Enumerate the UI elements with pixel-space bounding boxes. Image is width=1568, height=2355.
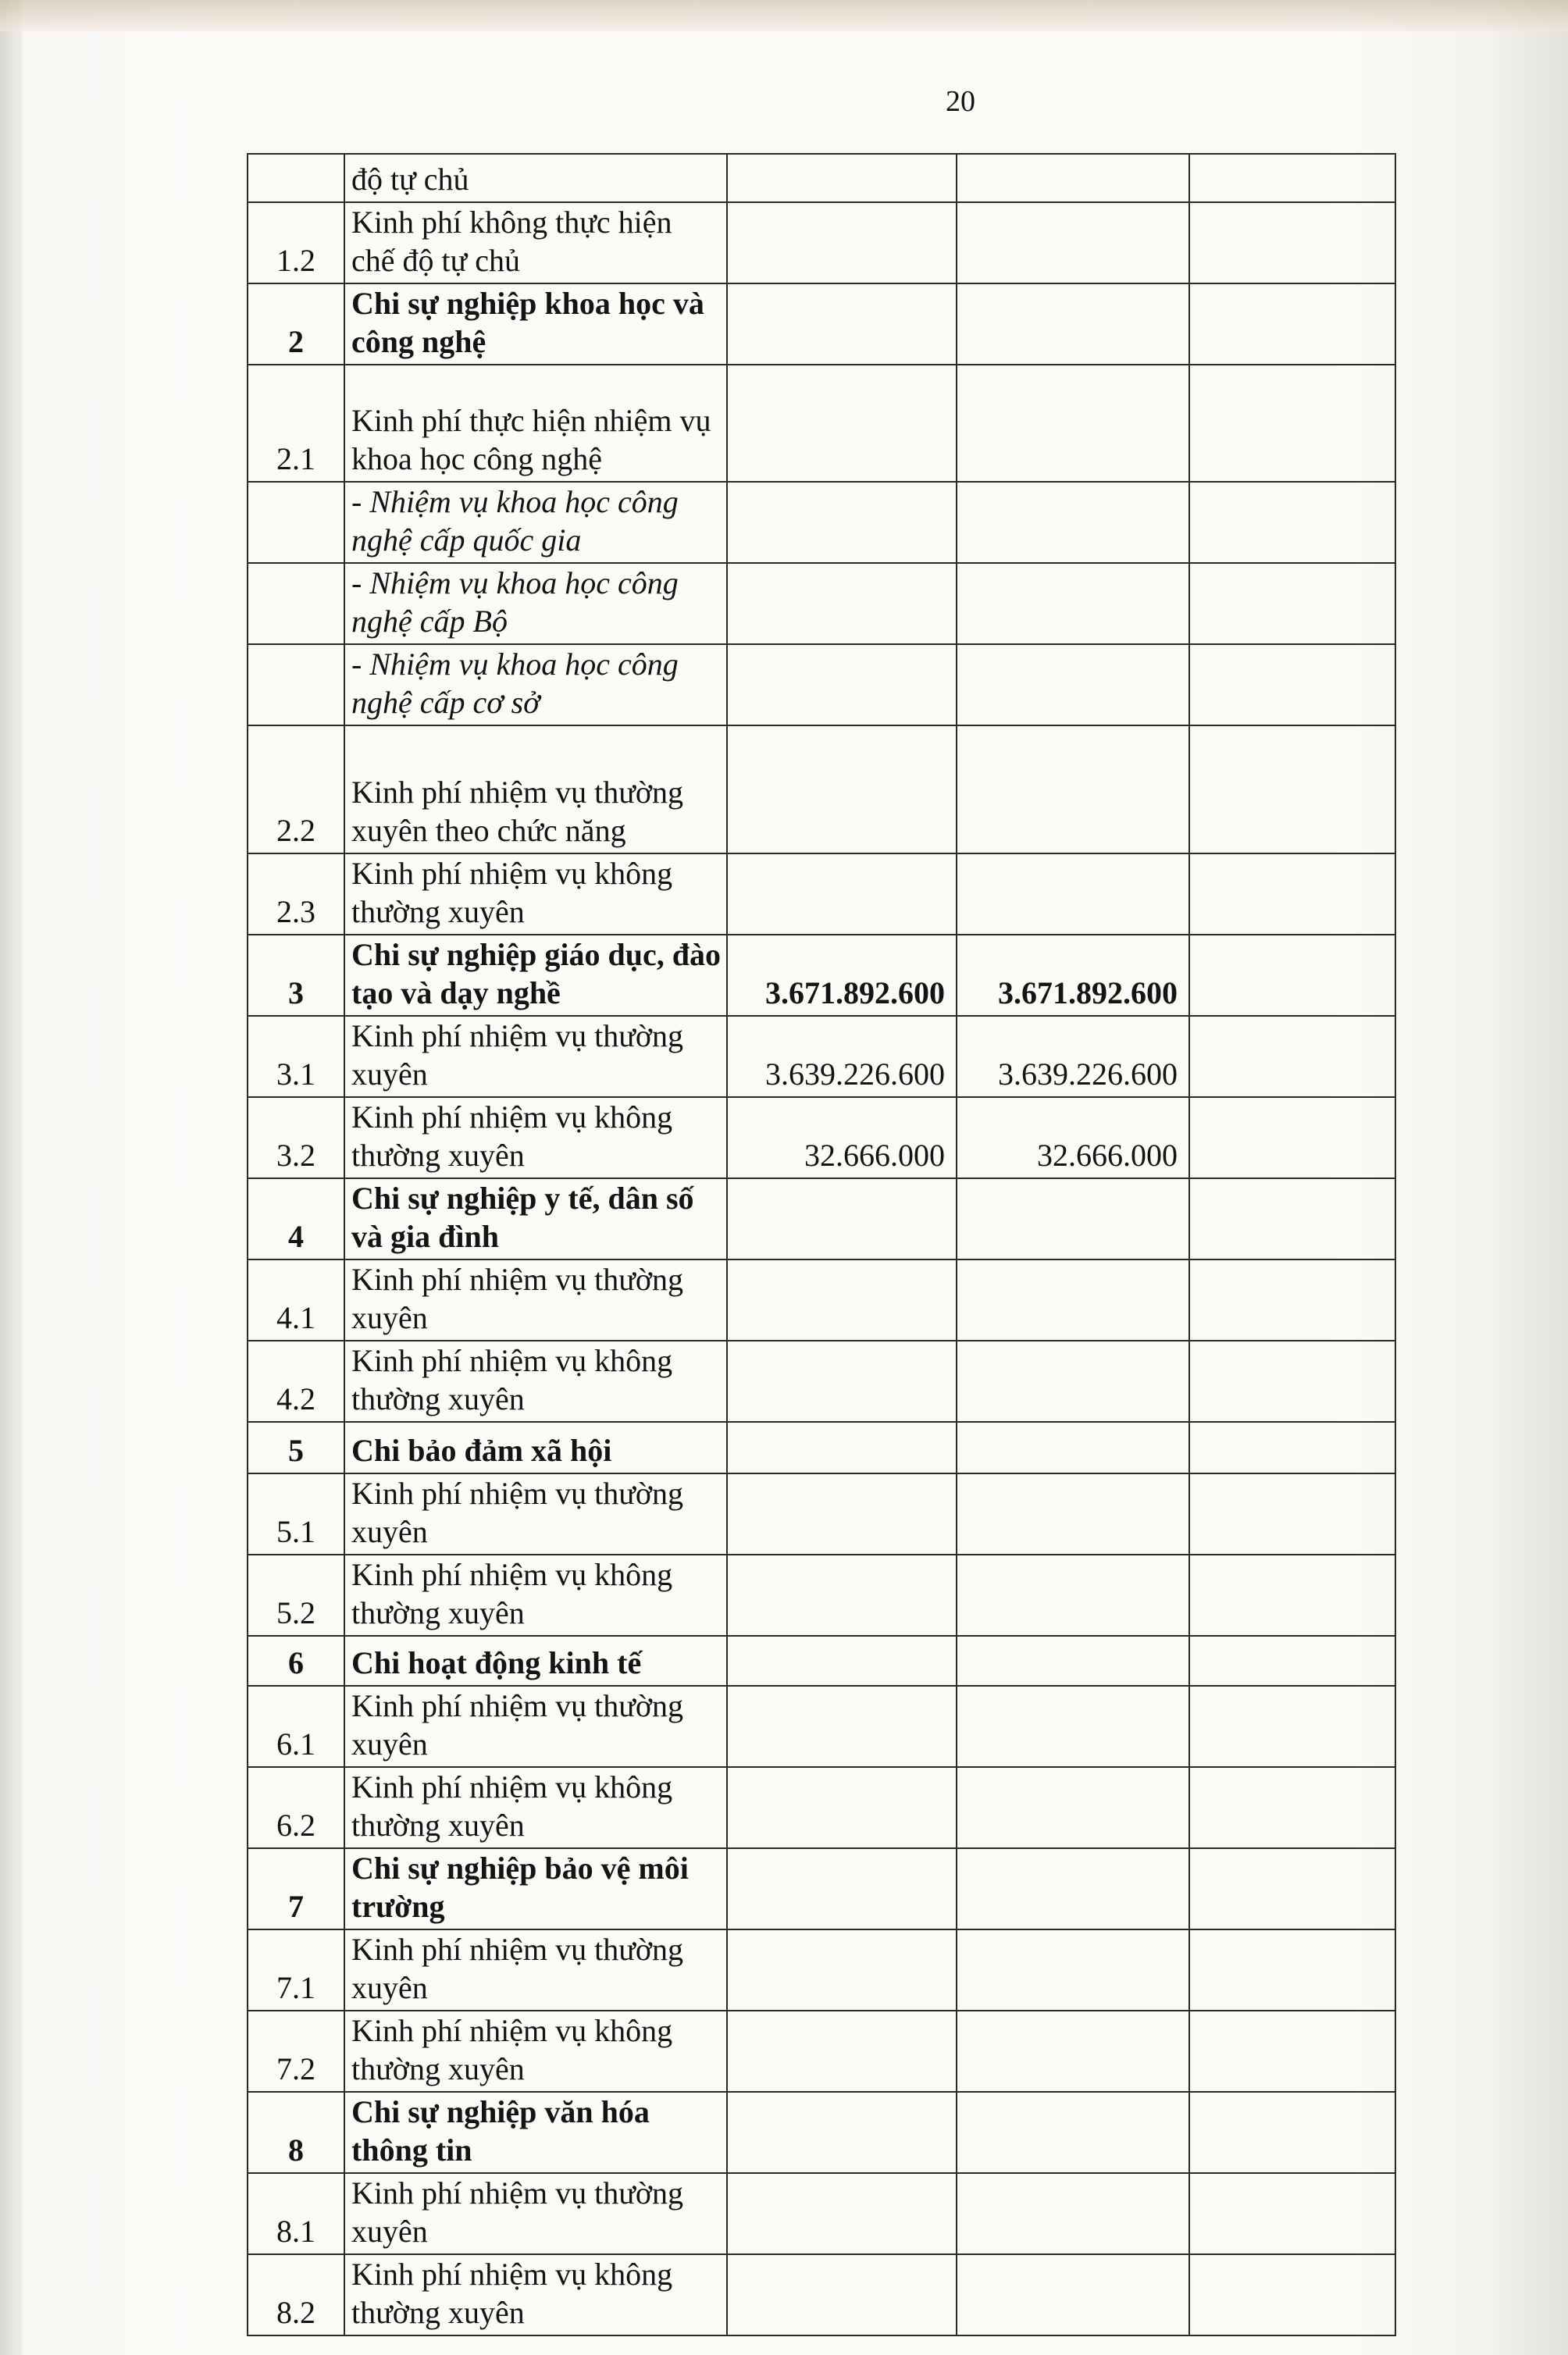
table-row xyxy=(248,1929,1395,2011)
amount-cell-3 xyxy=(1189,1259,1395,1341)
table-row xyxy=(248,1341,1395,1422)
amount-cell-3 xyxy=(1189,1178,1395,1259)
amount-cell-2 xyxy=(957,1929,1189,2011)
row-number-cell: 4 xyxy=(248,1178,344,1259)
table-row xyxy=(248,1178,1395,1259)
amount-cell-3 xyxy=(1189,2092,1395,2173)
amount-cell-2: 32.666.000 xyxy=(957,1097,1189,1178)
amount-cell-2 xyxy=(957,482,1189,563)
row-number-cell: 6 xyxy=(248,1636,344,1686)
row-description-cell: Kinh phí nhiệm vụ không thường xuyên xyxy=(344,1767,727,1848)
row-number-cell: 7.1 xyxy=(248,1929,344,2011)
amount-cell-3 xyxy=(1189,2173,1395,2254)
row-description-cell: Chi sự nghiệp văn hóa thông tin xyxy=(344,2092,727,2173)
row-number-cell: 4.2 xyxy=(248,1341,344,1422)
amount-cell-3 xyxy=(1189,1929,1395,2011)
row-description-cell: Chi bảo đảm xã hội xyxy=(344,1422,727,1473)
budget-table xyxy=(247,153,1396,2336)
row-number-cell: 3 xyxy=(248,935,344,1016)
table-row xyxy=(248,1016,1395,1097)
table-row xyxy=(248,202,1395,283)
table-row xyxy=(248,283,1395,365)
table-row xyxy=(248,1636,1395,1686)
amount-cell-3 xyxy=(1189,1016,1395,1097)
row-description-cell: Kinh phí nhiệm vụ không thường xuyên xyxy=(344,2254,727,2335)
row-number-cell: 7 xyxy=(248,1848,344,1929)
amount-cell-3 xyxy=(1189,1341,1395,1422)
amount-cell-1 xyxy=(727,1767,957,1848)
amount-cell-2 xyxy=(957,365,1189,482)
row-description-cell: Kinh phí nhiệm vụ thường xuyên xyxy=(344,2173,727,2254)
amount-cell-3 xyxy=(1189,202,1395,283)
row-description-cell: - Nhiệm vụ khoa học công nghệ cấp Bộ xyxy=(344,563,727,644)
amount-cell-3 xyxy=(1189,154,1395,202)
row-number-cell: 3.2 xyxy=(248,1097,344,1178)
row-number-cell: 5 xyxy=(248,1422,344,1473)
amount-cell-2 xyxy=(957,2173,1189,2254)
amount-cell-3 xyxy=(1189,283,1395,365)
amount-cell-1 xyxy=(727,1259,957,1341)
page-number: 20 xyxy=(946,85,975,118)
table-row xyxy=(248,2011,1395,2092)
row-description-cell: Kinh phí nhiệm vụ thường xuyên theo chức năng xyxy=(344,725,727,853)
amount-cell-1 xyxy=(727,725,957,853)
row-description-cell: Kinh phí nhiệm vụ không thường xuyên xyxy=(344,853,727,935)
amount-cell-2 xyxy=(957,1848,1189,1929)
row-description-cell: Chi sự nghiệp bảo vệ môi trường xyxy=(344,1848,727,1929)
table-row xyxy=(248,2092,1395,2173)
amount-cell-1 xyxy=(727,644,957,725)
row-number-cell xyxy=(248,482,344,563)
row-number-cell: 7.2 xyxy=(248,2011,344,2092)
amount-cell-3 xyxy=(1189,1097,1395,1178)
amount-cell-1 xyxy=(727,2011,957,2092)
amount-cell-1 xyxy=(727,1341,957,1422)
row-description-cell: Chi sự nghiệp giáo dục, đào tạo và dạy nghề xyxy=(344,935,727,1016)
amount-cell-3 xyxy=(1189,935,1395,1016)
amount-cell-3 xyxy=(1189,1555,1395,1636)
amount-cell-2 xyxy=(957,1473,1189,1555)
amount-cell-2: 3.639.226.600 xyxy=(957,1016,1189,1097)
row-number-cell: 5.1 xyxy=(248,1473,344,1555)
amount-cell-2 xyxy=(957,853,1189,935)
amount-cell-1 xyxy=(727,1848,957,1929)
row-description-cell: - Nhiệm vụ khoa học công nghệ cấp cơ sở xyxy=(344,644,727,725)
row-number-cell: 2.1 xyxy=(248,365,344,482)
amount-cell-1: 32.666.000 xyxy=(727,1097,957,1178)
amount-cell-2 xyxy=(957,2011,1189,2092)
amount-cell-2 xyxy=(957,1636,1189,1686)
amount-cell-2 xyxy=(957,1259,1189,1341)
row-description-cell: Kinh phí thực hiện nhiệm vụ khoa học công nghệ xyxy=(344,365,727,482)
amount-cell-2 xyxy=(957,1422,1189,1473)
row-number-cell: 2.3 xyxy=(248,853,344,935)
amount-cell-2 xyxy=(957,725,1189,853)
amount-cell-1 xyxy=(727,154,957,202)
amount-cell-1 xyxy=(727,283,957,365)
row-number-cell: 8.2 xyxy=(248,2254,344,2335)
row-number-cell: 5.2 xyxy=(248,1555,344,1636)
row-number-cell: 4.1 xyxy=(248,1259,344,1341)
row-description-cell: Kinh phí nhiệm vụ thường xuyên xyxy=(344,1473,727,1555)
amount-cell-1 xyxy=(727,482,957,563)
amount-cell-1 xyxy=(727,1422,957,1473)
amount-cell-3 xyxy=(1189,644,1395,725)
row-description-cell: Chi sự nghiệp khoa học và công nghệ xyxy=(344,283,727,365)
table-row xyxy=(248,365,1395,482)
row-number-cell xyxy=(248,154,344,202)
page-top-shadow xyxy=(0,0,1568,31)
row-number-cell xyxy=(248,563,344,644)
table-row xyxy=(248,563,1395,644)
amount-cell-1 xyxy=(727,202,957,283)
amount-cell-2 xyxy=(957,154,1189,202)
amount-cell-1 xyxy=(727,2092,957,2173)
row-description-cell: Kinh phí nhiệm vụ không thường xuyên xyxy=(344,1555,727,1636)
row-description-cell: Chi sự nghiệp y tế, dân số và gia đình xyxy=(344,1178,727,1259)
amount-cell-3 xyxy=(1189,482,1395,563)
amount-cell-3 xyxy=(1189,1686,1395,1767)
table-row xyxy=(248,154,1395,202)
amount-cell-1 xyxy=(727,2254,957,2335)
table-row xyxy=(248,853,1395,935)
table-row xyxy=(248,1473,1395,1555)
amount-cell-1: 3.639.226.600 xyxy=(727,1016,957,1097)
row-description-cell: - Nhiệm vụ khoa học công nghệ cấp quốc gia xyxy=(344,482,727,563)
amount-cell-1 xyxy=(727,1929,957,2011)
amount-cell-1 xyxy=(727,1555,957,1636)
row-description-cell: Kinh phí nhiệm vụ thường xuyên xyxy=(344,1016,727,1097)
table-row xyxy=(248,1422,1395,1473)
row-number-cell: 6.2 xyxy=(248,1767,344,1848)
row-description-cell: Kinh phí nhiệm vụ thường xuyên xyxy=(344,1929,727,2011)
amount-cell-1 xyxy=(727,1473,957,1555)
amount-cell-3 xyxy=(1189,563,1395,644)
amount-cell-2: 3.671.892.600 xyxy=(957,935,1189,1016)
amount-cell-2 xyxy=(957,1555,1189,1636)
amount-cell-3 xyxy=(1189,1767,1395,1848)
row-number-cell: 6.1 xyxy=(248,1686,344,1767)
amount-cell-3 xyxy=(1189,1636,1395,1686)
amount-cell-2 xyxy=(957,1767,1189,1848)
row-description-cell: Kinh phí nhiệm vụ không thường xuyên xyxy=(344,1341,727,1422)
row-number-cell: 1.2 xyxy=(248,202,344,283)
table-row xyxy=(248,1848,1395,1929)
table-row xyxy=(248,1259,1395,1341)
amount-cell-2 xyxy=(957,2254,1189,2335)
table-row xyxy=(248,935,1395,1016)
amount-cell-2 xyxy=(957,2092,1189,2173)
table-row xyxy=(248,1555,1395,1636)
page-edge xyxy=(0,0,22,2355)
amount-cell-2 xyxy=(957,644,1189,725)
amount-cell-2 xyxy=(957,1341,1189,1422)
row-description-cell: Kinh phí nhiệm vụ không thường xuyên xyxy=(344,1097,727,1178)
row-number-cell xyxy=(248,644,344,725)
amount-cell-2 xyxy=(957,1686,1189,1767)
amount-cell-1 xyxy=(727,1636,957,1686)
amount-cell-3 xyxy=(1189,1473,1395,1555)
amount-cell-1: 3.671.892.600 xyxy=(727,935,957,1016)
amount-cell-3 xyxy=(1189,2254,1395,2335)
table-row xyxy=(248,2173,1395,2254)
table-row xyxy=(248,644,1395,725)
table-row xyxy=(248,1767,1395,1848)
table-row xyxy=(248,1097,1395,1178)
amount-cell-2 xyxy=(957,1178,1189,1259)
budget-table-body xyxy=(248,154,1395,2335)
row-number-cell: 8.1 xyxy=(248,2173,344,2254)
amount-cell-3 xyxy=(1189,725,1395,853)
row-description-cell: độ tự chủ xyxy=(344,154,727,202)
table-row xyxy=(248,2254,1395,2335)
amount-cell-3 xyxy=(1189,2011,1395,2092)
row-number-cell: 8 xyxy=(248,2092,344,2173)
row-number-cell: 2 xyxy=(248,283,344,365)
row-description-cell: Kinh phí nhiệm vụ thường xuyên xyxy=(344,1686,727,1767)
amount-cell-3 xyxy=(1189,1848,1395,1929)
row-description-cell: Kinh phí nhiệm vụ không thường xuyên xyxy=(344,2011,727,2092)
amount-cell-2 xyxy=(957,283,1189,365)
amount-cell-2 xyxy=(957,202,1189,283)
amount-cell-3 xyxy=(1189,853,1395,935)
amount-cell-1 xyxy=(727,853,957,935)
row-description-cell: Chi hoạt động kinh tế xyxy=(344,1636,727,1686)
amount-cell-1 xyxy=(727,1178,957,1259)
amount-cell-1 xyxy=(727,365,957,482)
row-number-cell: 3.1 xyxy=(248,1016,344,1097)
amount-cell-1 xyxy=(727,563,957,644)
table-row xyxy=(248,725,1395,853)
amount-cell-3 xyxy=(1189,365,1395,482)
amount-cell-3 xyxy=(1189,1422,1395,1473)
amount-cell-2 xyxy=(957,563,1189,644)
row-number-cell: 2.2 xyxy=(248,725,344,853)
table-row xyxy=(248,482,1395,563)
row-description-cell: Kinh phí không thực hiện chế độ tự chủ xyxy=(344,202,727,283)
amount-cell-1 xyxy=(727,2173,957,2254)
row-description-cell: Kinh phí nhiệm vụ thường xuyên xyxy=(344,1259,727,1341)
table-row xyxy=(248,1686,1395,1767)
amount-cell-1 xyxy=(727,1686,957,1767)
